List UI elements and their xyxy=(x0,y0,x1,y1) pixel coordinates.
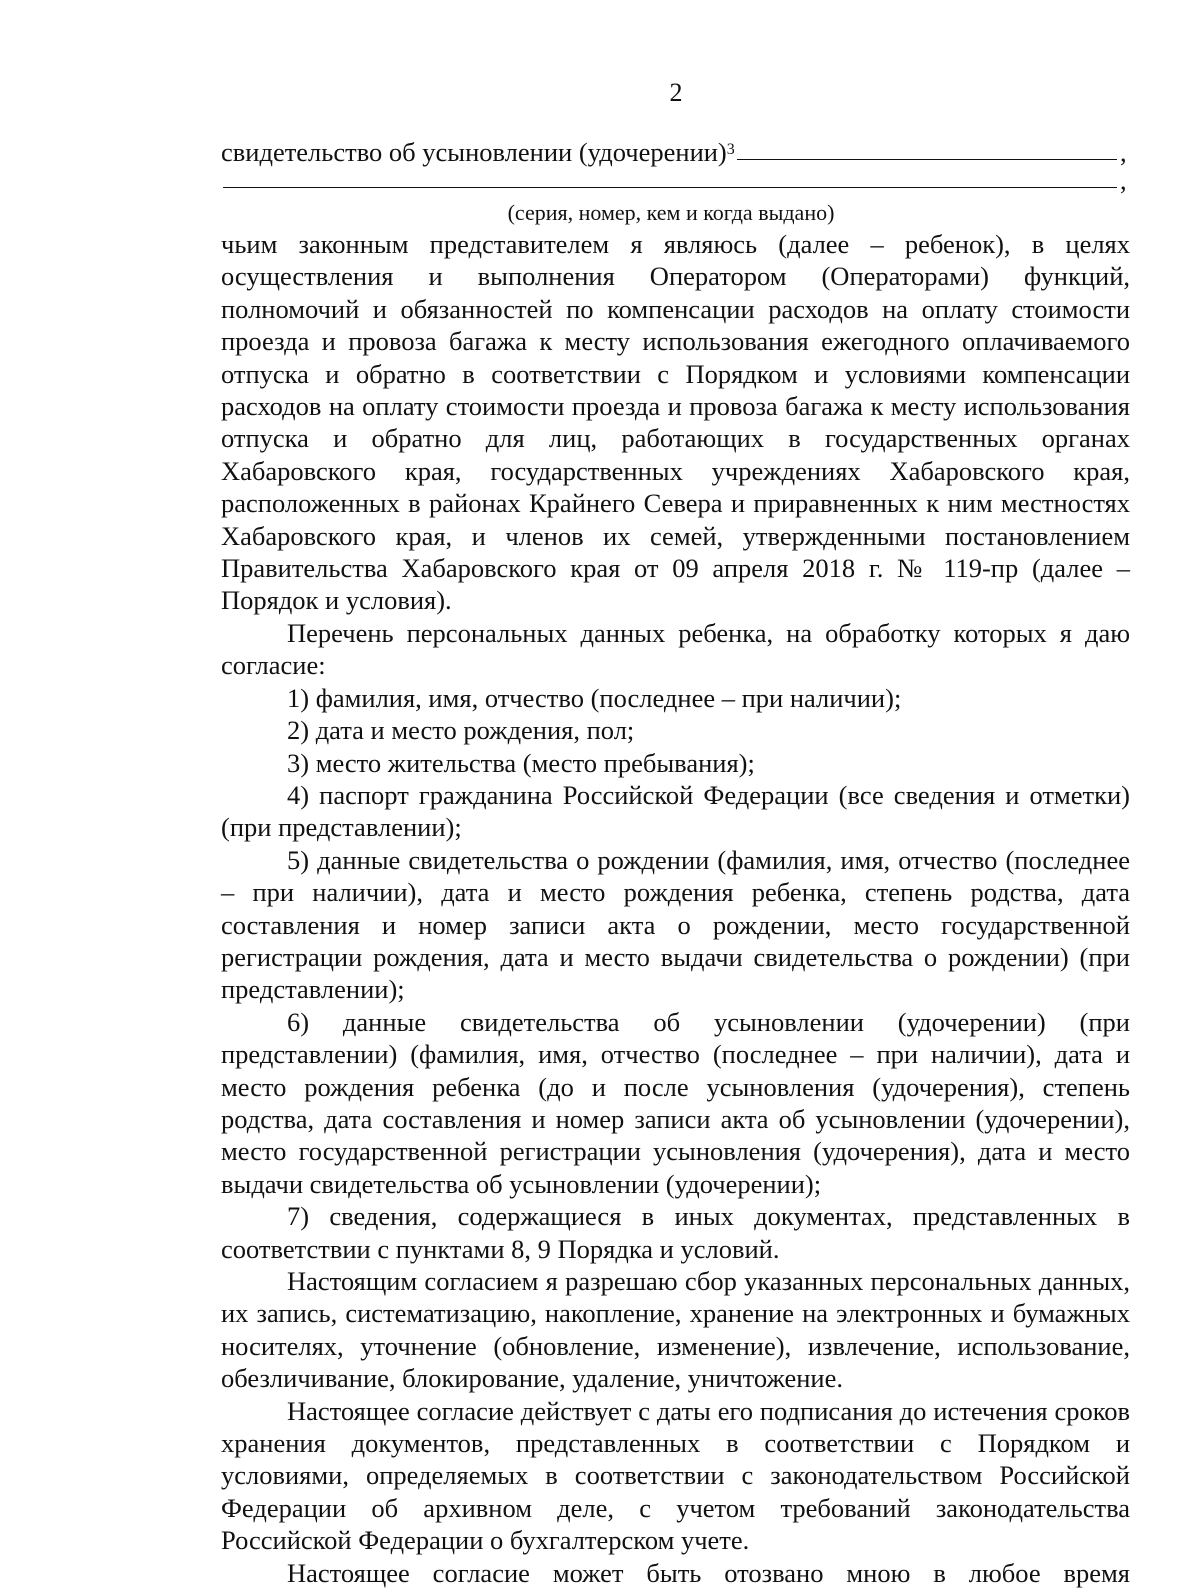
certificate-second-fill-row xyxy=(221,164,1130,196)
paragraph-consent-actions: Настоящим согласием я разрешаю сбор указанных персональных данных, их запись, систематизацию, накопление, хранение на электронных и бумажных носителях, уточнение (обновление, изменение), извлечение, использование, обезличивание, блокирование, удаление, уничтожение. xyxy=(221,1266,1130,1394)
paragraph-data-list-intro: Перечень персональных данных ребенка, на обработку которых я даю согласие: xyxy=(221,617,1130,681)
list-item-6: 6) данные свидетельства об усыновлении (удочерении) (при представлении) (фамилия, имя, отчество (последнее – при наличии), дата и место рождения ребенка (до и после усыновления (удочерения), степень родства, дата составления и номер записи акта об усыновлении (удочерении), место государственной регистрации усыновления (удочерения), дата и место выдачи свидетельства об усыновлении (удочерении); xyxy=(221,1006,1130,1199)
list-item-3: 3) место жительства (место пребывания); xyxy=(287,747,755,778)
certificate-blank-line[interactable] xyxy=(737,158,1117,160)
certificate-blank-line-2[interactable] xyxy=(223,186,1117,188)
trailing-comma: , xyxy=(1120,136,1127,167)
list-item-2: 2) дата и место рождения, пол; xyxy=(287,715,635,746)
page-number: 2 xyxy=(669,78,683,107)
paragraph-consent-validity: Настоящее согласие действует с даты его подписания до истечения сроков хранения документов, представленных в соответствии с Порядком и условиями, определяемых в соответствии с законодательством Российской Федерации об архивном деле, с учетом требований законодательства Российской Федерации о бухгалтерском учете. xyxy=(221,1395,1130,1556)
list-item-5: 5) данные свидетельства о рождении (фамилия, имя, отчество (последнее – при наличии), дата и место рождения ребенка, степень родства, дата составления и номер записи акта о рождении, место государственной регистрации рождения, дата и место выдачи свидетельства о рождении) (при представлении); xyxy=(221,844,1130,1005)
document-body xyxy=(221,126,1130,1589)
fill-caption: (серия, номер, кем и когда выдано) xyxy=(507,200,835,225)
second-line-comma: , xyxy=(1120,164,1127,195)
list-item-1: 1) фамилия, имя, отчество (последнее – при наличии); xyxy=(287,682,902,713)
footnote-marker: 3 xyxy=(726,140,735,158)
paragraph-purpose: чьим законным представителем я являюсь (далее – ребенок), в целях осуществления и выполнения Оператором (Операторами) функций, полномочий и обязанностей по компенсации расходов на оплату стоимости проезда и провоза багажа к месту использования ежегодного оплачиваемого отпуска и обратно в соответствии с Порядком и условиями компенсации расходов на оплату стоимости проезда и провоза багажа к месту использования отпуска и обратно для лиц, работающих в государственных органах Хабаровского края, государственных учреждениях Хабаровского края, расположенных в районах Крайнего Севера и приравненных к ним местностях Хабаровского края, и членов их семей, утвержденными постановлением Правительства Хабаровского края от 09 апреля 2018 г. № 119-пр (далее – Порядок и условия). xyxy=(221,229,1130,616)
list-item-4: 4) паспорт гражданина Российской Федерации (все сведения и отметки) (при представлении); xyxy=(221,779,1130,843)
paragraph-consent-revocation: Настоящее согласие может быть отозвано мною в любое время xyxy=(287,1557,1130,1588)
list-item-7: 7) сведения, содержащиеся в иных документах, представленных в соответствии с пунктами 8, 9 Порядка и условий. xyxy=(221,1201,1130,1264)
certificate-fill-row xyxy=(221,126,1130,168)
certificate-label: свидетельство об усыновлении (удочерении)$^3$ xyxy=(221,136,735,167)
